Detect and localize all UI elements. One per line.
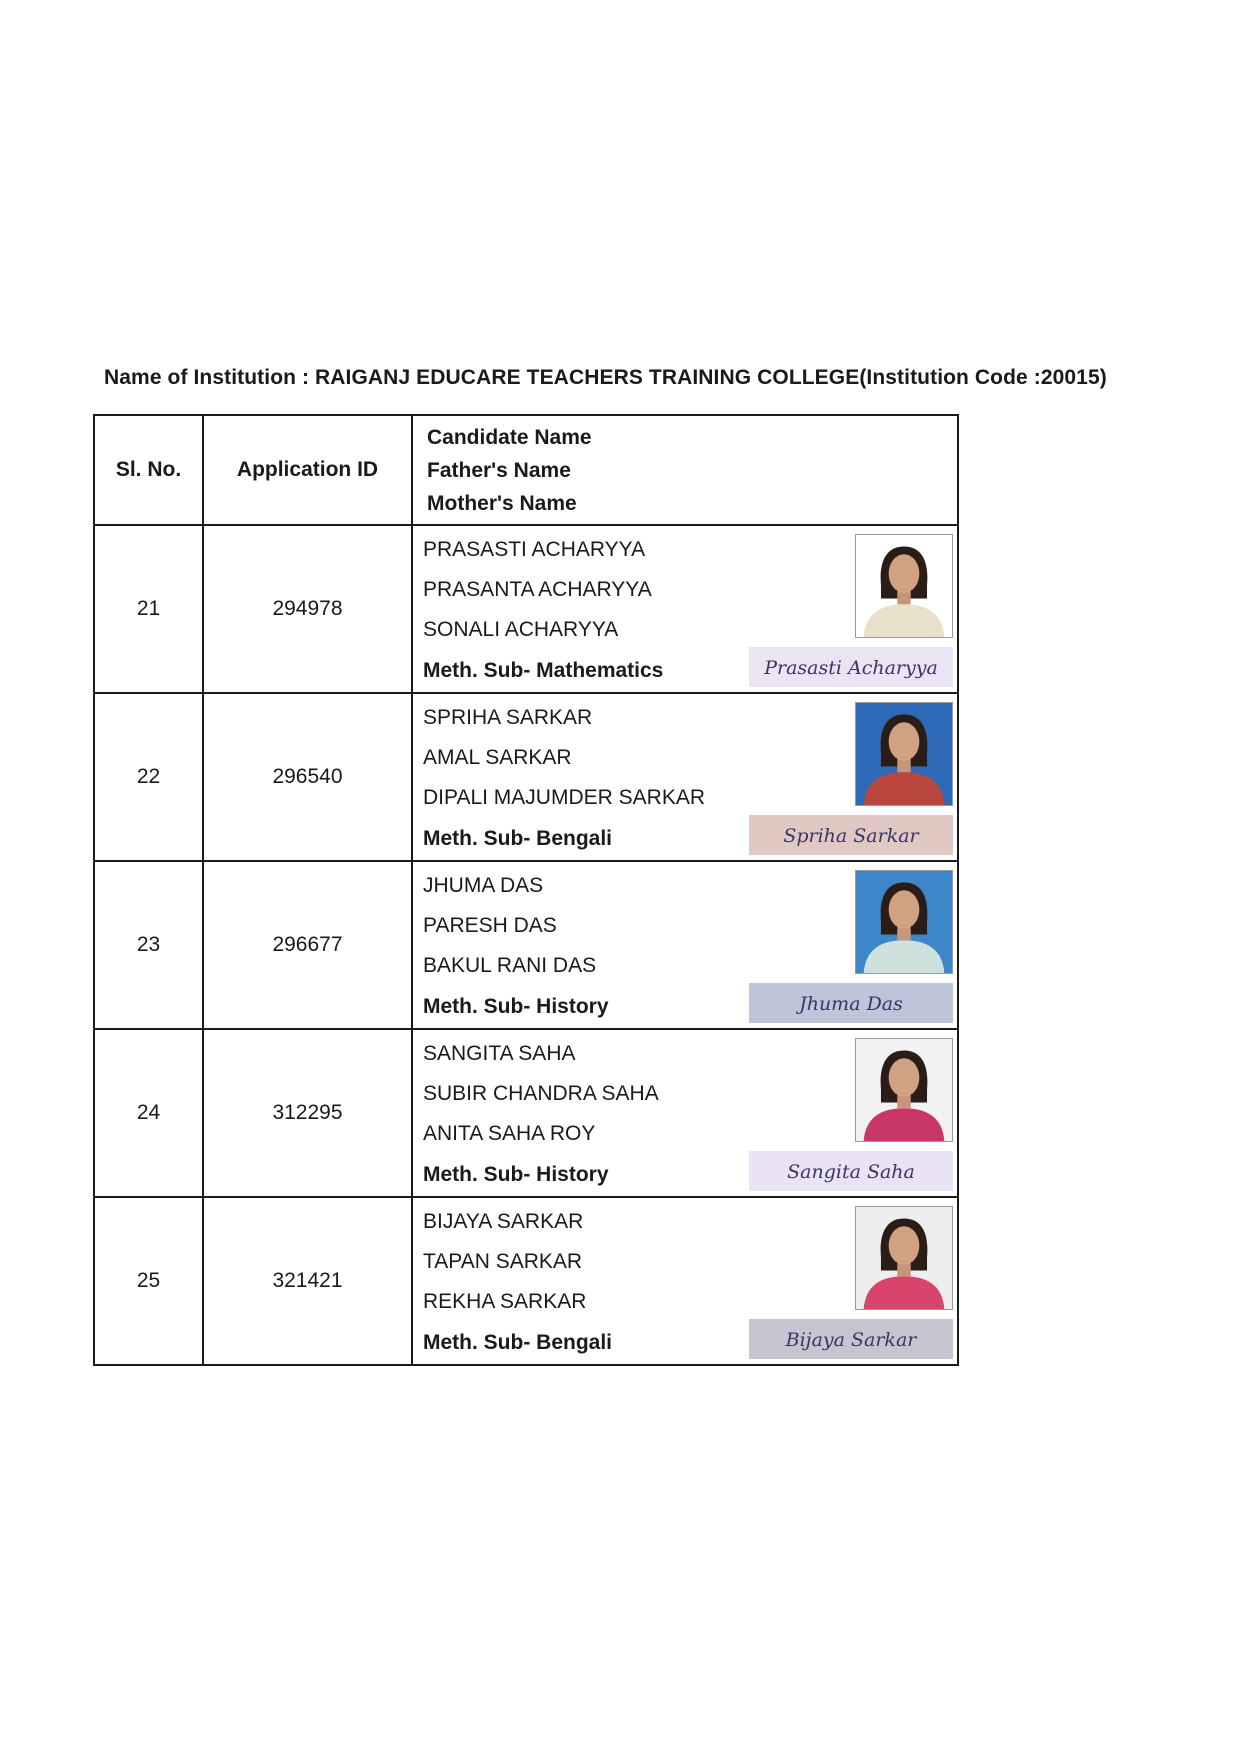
father-name: SUBIR CHANDRA SAHA [423, 1082, 659, 1105]
photo-face [889, 722, 920, 760]
row-sl-no: 25 [94, 1197, 203, 1365]
candidate-signature [749, 815, 953, 855]
mother-name: ANITA SAHA ROY [423, 1122, 596, 1145]
photo-face [889, 554, 920, 592]
row-application-id: 296677 [203, 861, 412, 1029]
method-subject: Meth. Sub- History [423, 1163, 609, 1186]
signature-text: Bijaya Sarkar [785, 1329, 917, 1351]
photo-face [889, 890, 920, 928]
row-application-id: 294978 [203, 525, 412, 693]
row-application-id: 296540 [203, 693, 412, 861]
candidate-photo [855, 1206, 953, 1310]
table-row [94, 861, 958, 1029]
header-candidate-name: Candidate Name [427, 425, 592, 449]
candidate-name: BIJAYA SARKAR [423, 1210, 584, 1233]
photo-face [889, 1058, 920, 1096]
candidate-photo [855, 870, 953, 974]
father-name: PRASANTA ACHARYYA [423, 578, 652, 601]
candidate-photo [855, 1038, 953, 1142]
method-subject: Meth. Sub- Bengali [423, 1331, 612, 1354]
candidate-signature [749, 647, 953, 687]
row-application-id: 321421 [203, 1197, 412, 1365]
table-header-row [94, 415, 958, 525]
candidate-photo [855, 702, 953, 806]
row-sl-no: 21 [94, 525, 203, 693]
row-application-id: 312295 [203, 1029, 412, 1197]
candidate-name: PRASASTI ACHARYYA [423, 538, 646, 561]
father-name: PARESH DAS [423, 914, 557, 937]
row-names-cell [412, 861, 958, 1029]
method-subject: Meth. Sub- Mathematics [423, 659, 664, 682]
candidate-name: SANGITA SAHA [423, 1042, 576, 1065]
header-sl-no: Sl. No. [94, 415, 203, 525]
signature-text: Jhuma Das [799, 993, 903, 1015]
table-row [94, 693, 958, 861]
father-name: AMAL SARKAR [423, 746, 572, 769]
row-names-cell [412, 1029, 958, 1197]
row-sl-no: 22 [94, 693, 203, 861]
table-row [94, 1197, 958, 1365]
row-names-cell [412, 525, 958, 693]
header-names [412, 415, 958, 525]
signature-text: Spriha Sarkar [783, 825, 919, 847]
signature-text: Sangita Saha [787, 1161, 915, 1183]
header-father-name: Father's Name [427, 458, 571, 482]
candidate-photo [855, 534, 953, 638]
photo-face [889, 1226, 920, 1264]
row-names-cell [412, 693, 958, 861]
row-sl-no: 24 [94, 1029, 203, 1197]
method-subject: Meth. Sub- History [423, 995, 609, 1018]
candidate-name: SPRIHA SARKAR [423, 706, 593, 729]
table-row [94, 525, 958, 693]
mother-name: SONALI ACHARYYA [423, 618, 619, 641]
candidate-signature [749, 1151, 953, 1191]
candidate-name: JHUMA DAS [423, 874, 544, 897]
header-application-id: Application ID [203, 415, 412, 525]
signature-text: Prasasti Acharyya [764, 657, 938, 679]
institution-heading: Name of Institution : RAIGANJ EDUCARE TEACHERS TRAINING COLLEGE(Institution Code :20015) [104, 366, 1107, 389]
method-subject: Meth. Sub- Bengali [423, 827, 612, 850]
candidate-table [93, 414, 959, 1366]
table-row [94, 1029, 958, 1197]
candidate-signature [749, 983, 953, 1023]
header-mother-name: Mother's Name [427, 491, 577, 515]
mother-name: REKHA SARKAR [423, 1290, 587, 1313]
mother-name: BAKUL RANI DAS [423, 954, 597, 977]
row-names-cell [412, 1197, 958, 1365]
father-name: TAPAN SARKAR [423, 1250, 583, 1273]
candidate-signature [749, 1319, 953, 1359]
mother-name: DIPALI MAJUMDER SARKAR [423, 786, 705, 809]
row-sl-no: 23 [94, 861, 203, 1029]
